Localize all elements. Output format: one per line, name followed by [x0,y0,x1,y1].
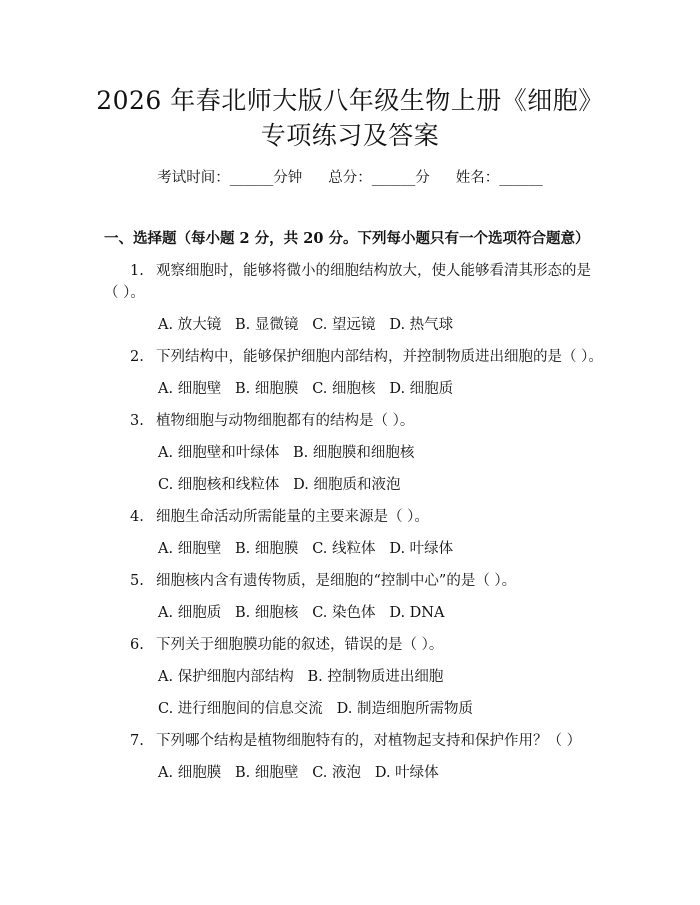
question-stem: 观察细胞时，能够将微小的细胞结构放大，使人能够看清其形态的是 [156,263,591,279]
question-number: 3. [130,413,144,429]
document-title-line1: 2026 年春北师大版八年级生物上册《细胞》 [96,86,604,115]
question-5-options: A. 细胞质 B. 细胞核 C. 染色体 D. DNA [158,605,445,621]
document-title-line2: 专项练习及答案 [260,121,440,150]
question-4 [130,506,429,528]
question-stem: 植物细胞与动物细胞都有的结构是（ ）。 [156,413,415,429]
question-stem: 细胞核内含有遗传物质，是细胞的“控制中心”的是（ ）。 [156,573,517,589]
exam-info [0,167,700,189]
question-1-options: A. 放大镜 B. 显微镜 C. 望远镜 D. 热气球 [158,317,454,333]
question-3-options-row2: C. 细胞核和线粒体 D. 细胞质和液泡 [158,477,401,493]
question-7 [130,730,581,752]
section-heading-choice: 一、选择题（每小题 2 分，共 20 分。下列每小题只有一个选项符合题意） [104,230,590,247]
question-number: 1. [130,263,144,279]
question-stem: 细胞生命活动所需能量的主要来源是（ ）。 [156,509,429,525]
student-name-field: 姓名：______ [455,170,543,186]
total-score-field: 总分：______分 [328,170,430,186]
question-5 [130,570,516,592]
question-7-options: A. 细胞膜 B. 细胞壁 C. 液泡 D. 叶绿体 [158,765,439,781]
question-2 [130,346,603,368]
question-1 [130,260,591,282]
question-3-options-row1: A. 细胞壁和叶绿体 B. 细胞膜和细胞核 [158,445,415,461]
exam-time-field: 考试时间：______分钟 [157,170,303,186]
question-3 [130,410,414,432]
question-1-stem-cont: （ ）。 [104,285,145,301]
question-number: 6. [130,637,144,653]
question-6-options-row1: A. 保护细胞内部结构 B. 控制物质进出细胞 [158,669,444,685]
question-number: 4. [130,509,144,525]
question-number: 5. [130,573,144,589]
question-stem: 下列结构中，能够保护细胞内部结构，并控制物质进出细胞的是（ ）。 [156,349,603,365]
question-6 [130,634,443,656]
question-stem: 下列关于细胞膜功能的叙述，错误的是（ ）。 [156,637,444,653]
question-6-options-row2: C. 进行细胞间的信息交流 D. 制造细胞所需物质 [158,701,473,717]
question-number: 2. [130,349,144,365]
question-4-options: A. 细胞壁 B. 细胞膜 C. 线粒体 D. 叶绿体 [158,541,454,557]
question-2-options: A. 细胞壁 B. 细胞膜 C. 细胞核 D. 细胞质 [158,381,454,397]
question-number: 7. [130,733,144,749]
question-stem: 下列哪个结构是植物细胞特有的，对植物起支持和保护作用？（ ） [156,733,582,749]
